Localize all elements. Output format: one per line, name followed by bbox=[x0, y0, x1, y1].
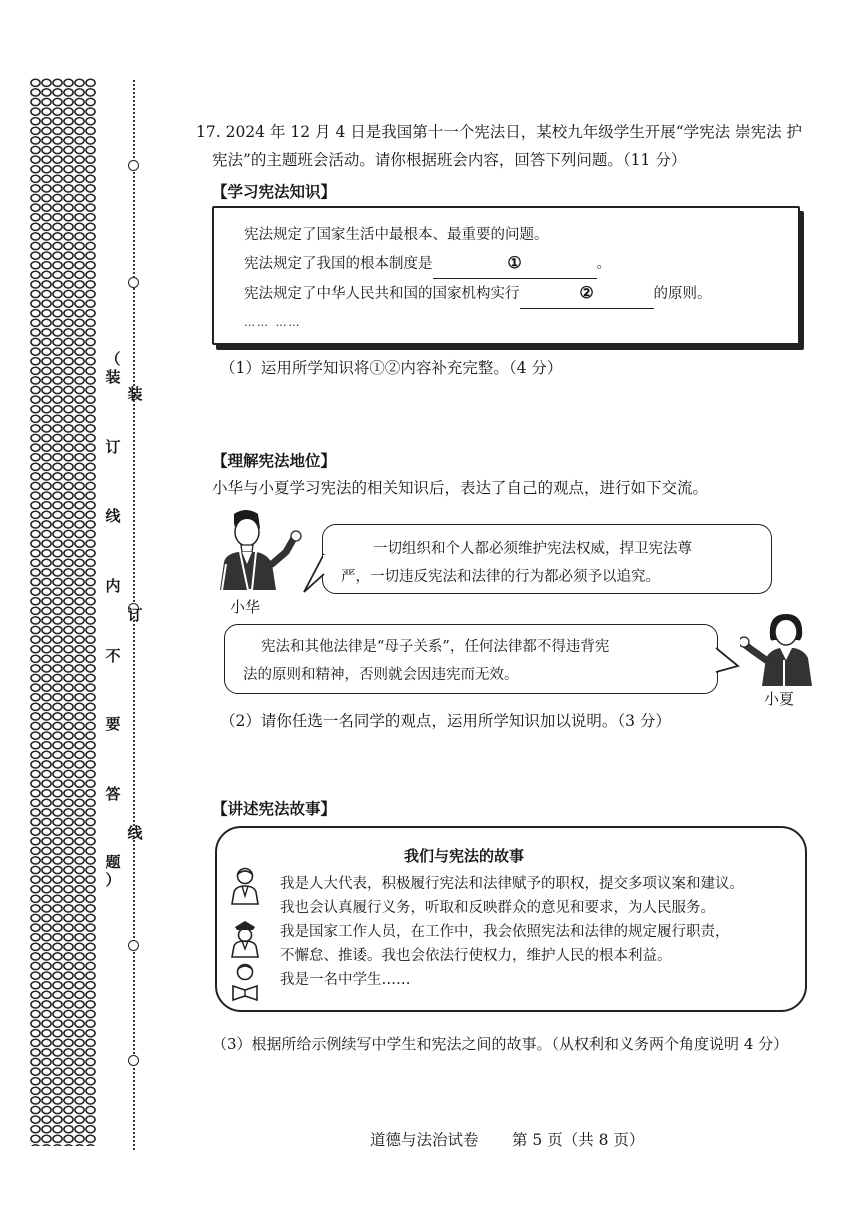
binding-ring-pattern bbox=[30, 78, 96, 1146]
section-heading: 【讲述宪法故事】 bbox=[212, 799, 337, 818]
bubble-line: 宪法和其他法律是“母子关系”，任何法律都不得违背宪 bbox=[261, 639, 610, 655]
margin-char: 订 bbox=[105, 438, 121, 456]
bubble-line: 一切组织和个人都必须维护宪法权威，捍卫宪法尊 bbox=[373, 541, 692, 557]
binding-hole bbox=[128, 277, 139, 288]
blank-marker-2: ② bbox=[579, 283, 594, 302]
answer-blank-2[interactable] bbox=[520, 279, 654, 309]
margin-char: 线 bbox=[127, 824, 143, 842]
margin-char: 题 bbox=[105, 853, 121, 871]
sub-question-2: （2）请你任选一名同学的观点，运用所学知识加以说明。（3 分） bbox=[220, 712, 671, 730]
story-box-title: 我们与宪法的故事 bbox=[404, 847, 525, 865]
binding-hole bbox=[128, 160, 139, 171]
xiaohua-speech-bubble bbox=[322, 524, 772, 594]
question-line-1: 17. 2024 年 12 月 4 日是我国第十一个宪法日，某校九年级学生开展“学宪法 崇宪法 护 bbox=[196, 123, 803, 141]
xiaoxia-figure-icon bbox=[740, 610, 822, 688]
sub-question-3: （3）根据所给示例续写中学生和宪法之间的故事。（从权利和义务两个角度说明 4 分） bbox=[212, 1035, 789, 1053]
speaker-name-xiaoxia: 小夏 bbox=[764, 690, 795, 708]
knowledge-text: 宪法规定了中华人民共和国的国家机构实行 bbox=[244, 286, 520, 302]
student-reading-icon bbox=[230, 962, 260, 1002]
footer-page-number: 第 5 页（共 8 页） bbox=[512, 1131, 645, 1149]
xiaoxia-speech-bubble bbox=[224, 624, 718, 694]
story-line: 我是国家工作人员，在工作中，我会依照宪法和法律的规定履行职责， bbox=[280, 924, 730, 940]
question-line-2: 宪法”的主题班会活动。请你根据班会内容，回答下列问题。（11 分） bbox=[212, 151, 687, 169]
speaker-name-xiaohua: 小华 bbox=[230, 598, 261, 616]
section-intro: 小华与小夏学习宪法的相关知识后，表达了自己的观点，进行如下交流。 bbox=[212, 479, 709, 497]
story-line: 我也会认真履行义务，听取和反映群众的意见和要求，为人民服务。 bbox=[280, 900, 715, 916]
margin-char: 内 bbox=[105, 577, 121, 595]
section-heading: 【理解宪法地位】 bbox=[212, 451, 337, 470]
knowledge-ellipsis: …… …… bbox=[244, 316, 302, 329]
knowledge-line-2 bbox=[244, 249, 712, 279]
sub-question-1: （1）运用所学知识将①②内容补充完整。（4 分） bbox=[220, 359, 563, 377]
margin-char: 线 bbox=[105, 507, 121, 525]
knowledge-box bbox=[212, 206, 800, 345]
knowledge-line-3 bbox=[244, 279, 712, 309]
margin-char: 装 bbox=[105, 368, 121, 386]
bubble-tail bbox=[302, 552, 326, 596]
knowledge-text: 的原则。 bbox=[653, 286, 712, 302]
bubble-line: 法的原则和精神，否则就会因违宪而无效。 bbox=[243, 667, 519, 683]
knowledge-text: 宪法规定了我国的根本制度是 bbox=[244, 256, 433, 272]
section-heading: 【学习宪法知识】 bbox=[212, 182, 337, 201]
xiaohua-figure-icon bbox=[212, 508, 304, 594]
civil-servant-icon bbox=[230, 918, 260, 958]
deputy-person-icon bbox=[230, 866, 260, 906]
margin-char: （ bbox=[105, 350, 121, 368]
margin-char: 要 bbox=[105, 715, 121, 733]
margin-char: ） bbox=[105, 871, 121, 889]
margin-char: 订 bbox=[127, 606, 143, 624]
bubble-line: 严，一切违反宪法和法律的行为都必须予以追究。 bbox=[341, 569, 660, 585]
knowledge-line-1: 宪法规定了国家生活中最根本、最重要的问题。 bbox=[244, 227, 549, 243]
binding-hole bbox=[128, 1055, 139, 1066]
story-line: 我是人大代表，积极履行宪法和法律赋予的职权，提交多项议案和建议。 bbox=[280, 876, 744, 892]
binding-hole bbox=[128, 940, 139, 951]
margin-char: 答 bbox=[105, 785, 121, 803]
story-line: 不懈怠、推诿。我也会依法行使权力，维护人民的根本利益。 bbox=[280, 948, 672, 964]
story-line: 我是一名中学生…… bbox=[280, 972, 411, 988]
knowledge-text: 。 bbox=[596, 256, 611, 272]
bubble-tail bbox=[714, 646, 740, 680]
footer-subject: 道德与法治试卷 bbox=[370, 1131, 479, 1149]
answer-blank-1[interactable] bbox=[433, 249, 597, 279]
blank-marker-1: ① bbox=[507, 253, 522, 272]
margin-char: 不 bbox=[105, 647, 121, 665]
margin-char: 装 bbox=[127, 385, 143, 403]
